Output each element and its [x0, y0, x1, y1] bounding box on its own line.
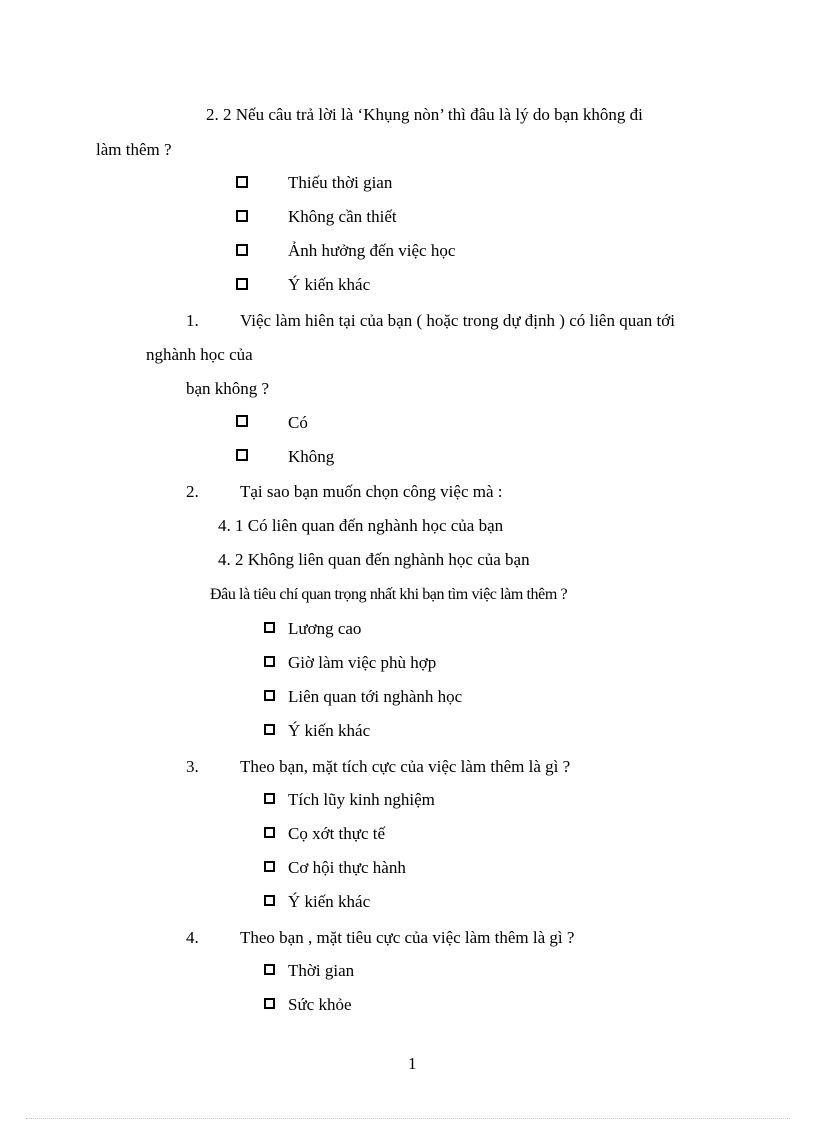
checkbox[interactable]	[236, 415, 248, 427]
option-label: Không	[288, 447, 335, 466]
option-label: Giờ làm việc phù hợp	[288, 653, 437, 672]
checkbox[interactable]	[236, 278, 248, 290]
q2-number: 2.	[186, 482, 199, 501]
checkbox[interactable]	[236, 449, 248, 461]
q22-text-line2: làm thêm ?	[96, 140, 172, 159]
option-label: Lương cao	[288, 619, 362, 638]
option-label: Liên quan tới nghành học	[288, 687, 463, 706]
option-label: Thiếu thời gian	[288, 173, 393, 192]
option-label: Không cần thiết	[288, 207, 397, 226]
option-label: Ảnh hưởng đến việc học	[288, 241, 456, 260]
q3-text: Theo bạn, mặt tích cực của việc làm thêm là gì ?	[240, 757, 571, 776]
checkbox[interactable]	[264, 622, 275, 633]
checkbox[interactable]	[264, 964, 275, 975]
checkbox[interactable]	[264, 861, 275, 872]
q1-text-line1: Việc làm hiên tại của bạn ( hoặc trong dự định ) có liên quan tới	[240, 311, 675, 330]
option-label: Cơ hội thực hành	[288, 858, 406, 877]
footer-divider	[26, 1118, 790, 1119]
checkbox[interactable]	[264, 895, 275, 906]
checkbox[interactable]	[264, 827, 275, 838]
q22-text-line1: 2. 2 Nếu câu trả lời là ‘Khụng nòn’ thì đâu là lý do bạn không đi	[206, 105, 643, 124]
q1-text-line3: bạn không ?	[186, 379, 270, 398]
checkbox[interactable]	[264, 793, 275, 804]
q4-text: Theo bạn , mặt tiêu cực của việc làm thêm là gì ?	[240, 928, 575, 947]
checkbox[interactable]	[236, 210, 248, 222]
checkbox[interactable]	[236, 244, 248, 256]
q1-number: 1.	[186, 311, 199, 330]
q2-text: Tại sao bạn muốn chọn công việc mà :	[240, 482, 503, 501]
option-label: Ý kiến khác	[288, 892, 371, 911]
q2-question: Đâu là tiêu chí quan trọng nhất khi bạn tìm việc làm thêm ?	[210, 586, 568, 603]
option-label: Có	[288, 413, 308, 432]
option-label: Thời gian	[288, 961, 355, 980]
page-number: 1	[408, 1054, 417, 1073]
checkbox[interactable]	[264, 724, 275, 735]
option-label: Ý kiến khác	[288, 275, 371, 294]
q4-number: 4.	[186, 928, 199, 947]
option-label: Sức khỏe	[288, 995, 352, 1014]
q2-sub1: 4. 1 Có liên quan đến nghành học của bạn	[218, 516, 504, 535]
checkbox[interactable]	[264, 998, 275, 1009]
checkbox[interactable]	[264, 656, 275, 667]
checkbox[interactable]	[236, 176, 248, 188]
checkbox[interactable]	[264, 690, 275, 701]
q2-sub2: 4. 2 Không liên quan đến nghành học của bạn	[218, 550, 530, 569]
q1-text-line2: nghành học của	[146, 345, 253, 364]
q3-number: 3.	[186, 757, 199, 776]
option-label: Cọ xớt thực tế	[288, 824, 386, 843]
option-label: Tích lũy kinh nghiệm	[288, 790, 435, 809]
option-label: Ý kiến khác	[288, 721, 371, 740]
